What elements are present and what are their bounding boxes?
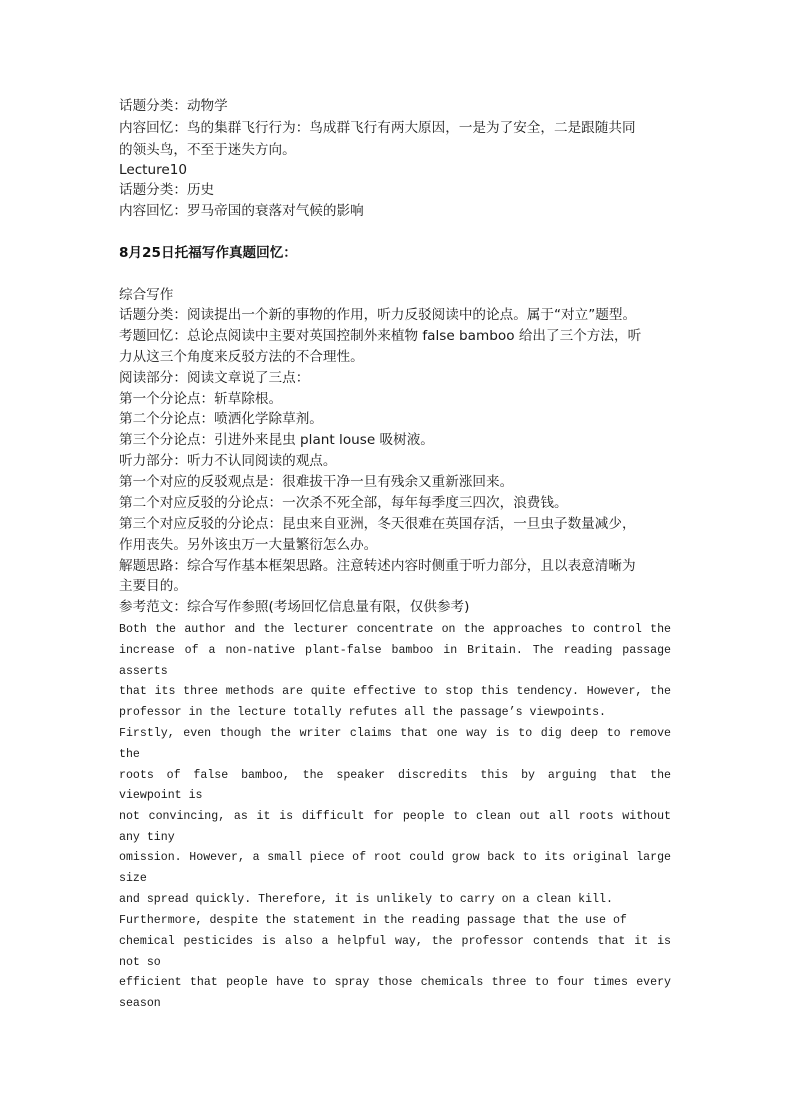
content-recall-rome: 内容回忆：罗马帝国的衰落对气候的影响	[119, 203, 364, 219]
reading-point-3: 第三个分论点：引进外来昆虫 plant louse 吸树液。	[119, 432, 434, 448]
topic-category-line: 话题分类：阅读提出一个新的事物的作用，听力反驳阅读中的论点。属于“对立”题型。	[119, 307, 637, 323]
section-heading: 8月25日托福写作真题回忆：	[119, 245, 297, 261]
essay-line: not so	[119, 956, 161, 969]
listening-rebuttal-3-line2: 作用丧失。另外该虫万一大量繁衍怎么办。	[119, 537, 378, 553]
content-recall-birds-line1: 内容回忆：鸟的集群飞行行为：鸟成群飞行有两大原因，一是为了安全，二是跟随共同	[119, 120, 636, 136]
essay-line: omission. However, a small piece of root could grow back to its original large	[119, 851, 671, 864]
essay-line: Firstly, even though the writer claims that one way is to dig deep to remove	[119, 727, 671, 740]
essay-line: professor in the lecture totally refutes all the passage’s viewpoints.	[119, 706, 607, 719]
reading-point-1: 第一个分论点：斩草除根。	[119, 391, 283, 407]
topic-category-history: 话题分类：历史	[119, 182, 215, 198]
topic-category-zoology: 话题分类：动物学	[119, 98, 228, 114]
essay-line: not convincing, as it is difficult for people to clean out all roots without	[119, 810, 671, 823]
content-recall-birds-line2: 的领头鸟，不至于迷失方向。	[119, 142, 296, 158]
essay-line: asserts	[119, 665, 168, 678]
listening-part-line: 听力部分：听力不认同阅读的观点。	[119, 453, 337, 469]
lecture-label: Lecture10	[119, 162, 188, 178]
essay-line: Furthermore, despite the statement in the reading passage that the use of	[119, 914, 627, 927]
essay-line: that its three methods are quite effective to stop this tendency. However, the	[119, 685, 671, 698]
question-recall-line1: 考题回忆：总论点阅读中主要对英国控制外来植物 false bamboo 给出了三个方法，听	[119, 328, 642, 344]
integrated-writing-label: 综合写作	[119, 287, 174, 303]
listening-rebuttal-3-line1: 第三个对应反驳的分论点：昆虫来自亚洲，冬天很难在英国存活，一旦虫子数量减少，	[119, 516, 636, 532]
essay-line: roots of false bamboo, the speaker discredits this by arguing that the	[119, 769, 671, 782]
essay-line: and spread quickly. Therefore, it is unlikely to carry on a clean kill.	[119, 893, 613, 906]
essay-line: viewpoint is	[119, 789, 203, 802]
essay-line: Both the author and the lecturer concentrate on the approaches to control the	[119, 623, 671, 636]
essay-line: increase of a non-native plant-false bamboo in Britain. The reading passage	[119, 644, 671, 657]
question-recall-line2: 力从这三个角度来反驳方法的不合理性。	[119, 349, 364, 365]
reading-part-line: 阅读部分：阅读文章说了三点：	[119, 370, 310, 386]
reading-point-2: 第二个分论点：喷洒化学除草剂。	[119, 411, 323, 427]
listening-rebuttal-2: 第二个对应反驳的分论点：一次杀不死全部，每年每季度三四次，浪费钱。	[119, 495, 568, 511]
essay-line: season	[119, 997, 161, 1010]
listening-rebuttal-1: 第一个对应的反驳观点是：很难拔干净一旦有残余又重新涨回来。	[119, 474, 514, 490]
essay-line: chemical pesticides is also a helpful way, the professor contends that it is	[119, 935, 671, 948]
essay-line: size	[119, 872, 147, 885]
essay-line: any tiny	[119, 831, 175, 844]
essay-line: efficient that people have to spray those chemicals three to four times every	[119, 976, 671, 989]
sample-essay-label: 参考范文：综合写作参照(考场回忆信息量有限，仅供参考)	[119, 599, 470, 615]
essay-line: the	[119, 748, 140, 761]
solution-idea-line2: 主要目的。	[119, 578, 187, 594]
solution-idea-line1: 解题思路：综合写作基本框架思路。注意转述内容时侧重于听力部分，且以表意清晰为	[119, 558, 636, 574]
